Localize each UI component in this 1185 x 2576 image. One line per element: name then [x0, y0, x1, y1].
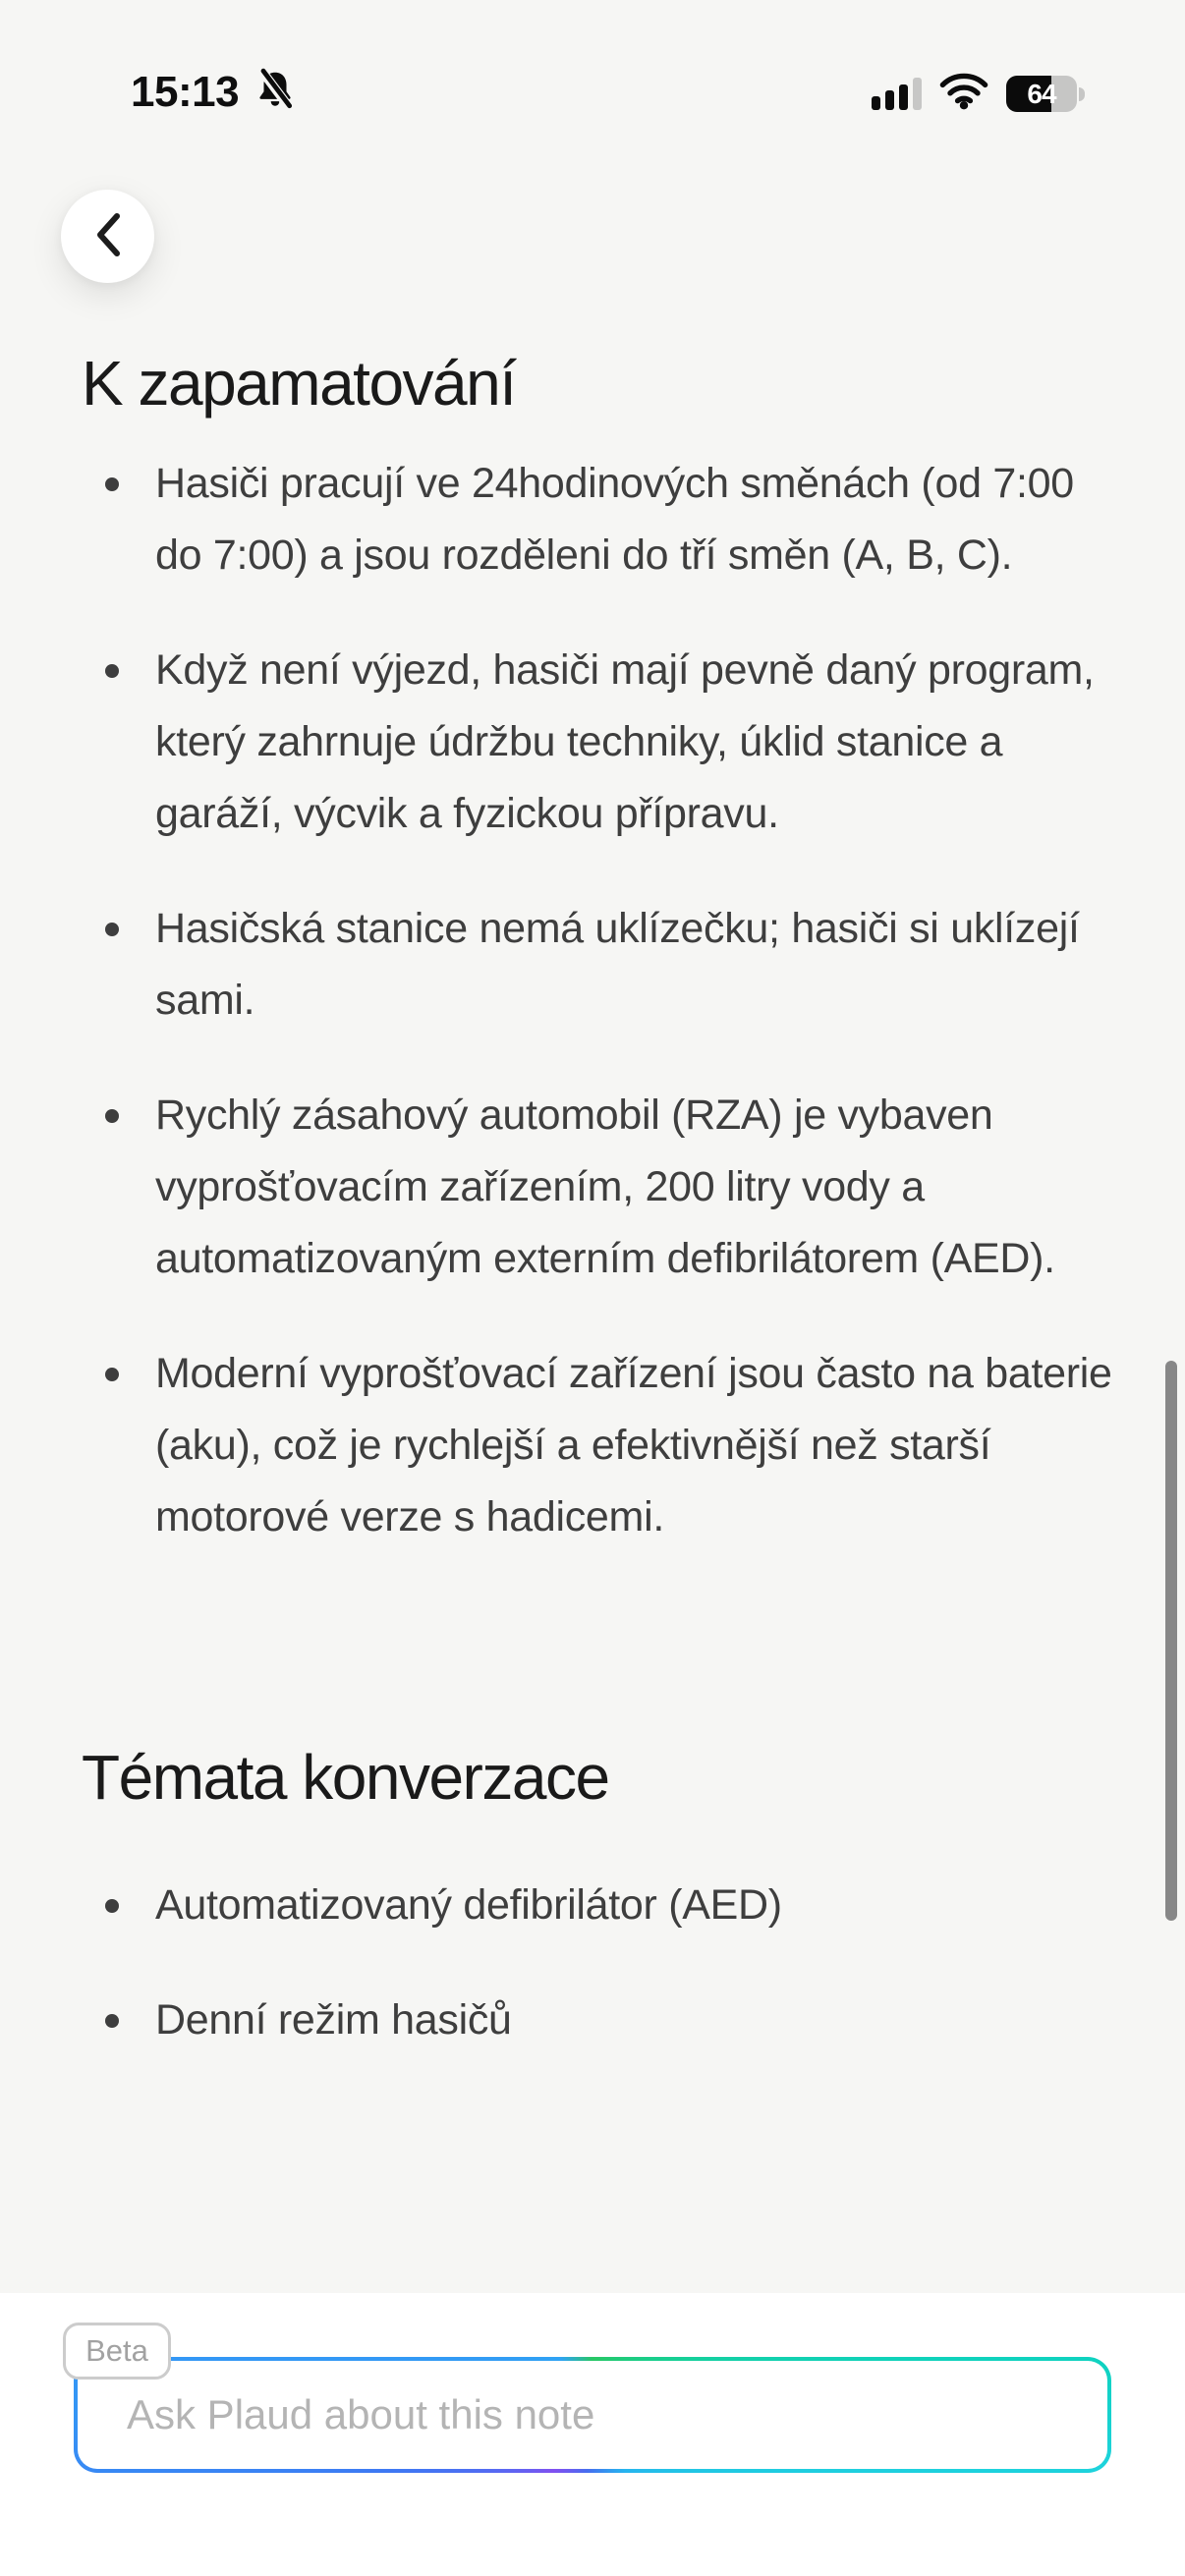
battery-percent: 64 — [1027, 78, 1056, 109]
list-item-text: Denní režim hasičů — [155, 1996, 512, 2044]
bullet-dot — [105, 1899, 119, 1913]
beta-badge — [63, 2323, 171, 2380]
list-item — [82, 1985, 1112, 2056]
list-item — [82, 1870, 1112, 1941]
section-heading-takeaways: K zapamatování — [82, 348, 516, 419]
list-item-text: Rychlý zásahový automobil (RZA) je vybaven vyprošťovacím zařízením, 200 litry vody a automatizovaným externím defibrilátorem (AED). — [155, 1092, 1055, 1282]
ask-plaud-bar — [0, 2293, 1185, 2576]
list-item — [82, 1080, 1112, 1295]
list-item — [82, 893, 1112, 1036]
list-item-text: Hasiči pracují ve 24hodinových směnách (od 7:00 do 7:00) a jsou rozděleni do tří směn (A, B, C). — [155, 460, 1074, 579]
list-item-text: Hasičská stanice nemá uklízečku; hasiči si uklízejí sami. — [155, 905, 1080, 1024]
bullet-dot — [105, 923, 119, 936]
list-item-text: Moderní vyprošťovací zařízení jsou často na baterie (aku), což je rychlejší a efektivnější než starší motorové verze s hadicemi. — [155, 1350, 1112, 1540]
ask-plaud-input[interactable] — [78, 2361, 1107, 2469]
list-item — [82, 448, 1112, 591]
bullet-dot — [105, 2014, 119, 2028]
list-item — [82, 1338, 1112, 1553]
status-time: 15:13 — [131, 67, 240, 116]
section-heading-topics: Témata konverzace — [82, 1742, 609, 1813]
bullet-dot — [105, 1368, 119, 1381]
list-item-text: Automatizovaný defibrilátor (AED) — [155, 1881, 782, 1929]
beta-badge-label: Beta — [85, 2333, 148, 2368]
scrollbar-thumb[interactable] — [1165, 1361, 1177, 1921]
note-content — [82, 0, 1112, 2100]
list-item — [82, 635, 1112, 850]
bullet-dot — [105, 1109, 119, 1123]
ask-input-gradient-border — [74, 2357, 1111, 2473]
bullet-dot — [105, 664, 119, 678]
bullet-dot — [105, 477, 119, 491]
list-item-text: Když není výjezd, hasiči mají pevně daný program, který zahrnuje údržbu techniky, úklid stanice a garáží, výcvik a fyzickou přípravu. — [155, 646, 1095, 837]
